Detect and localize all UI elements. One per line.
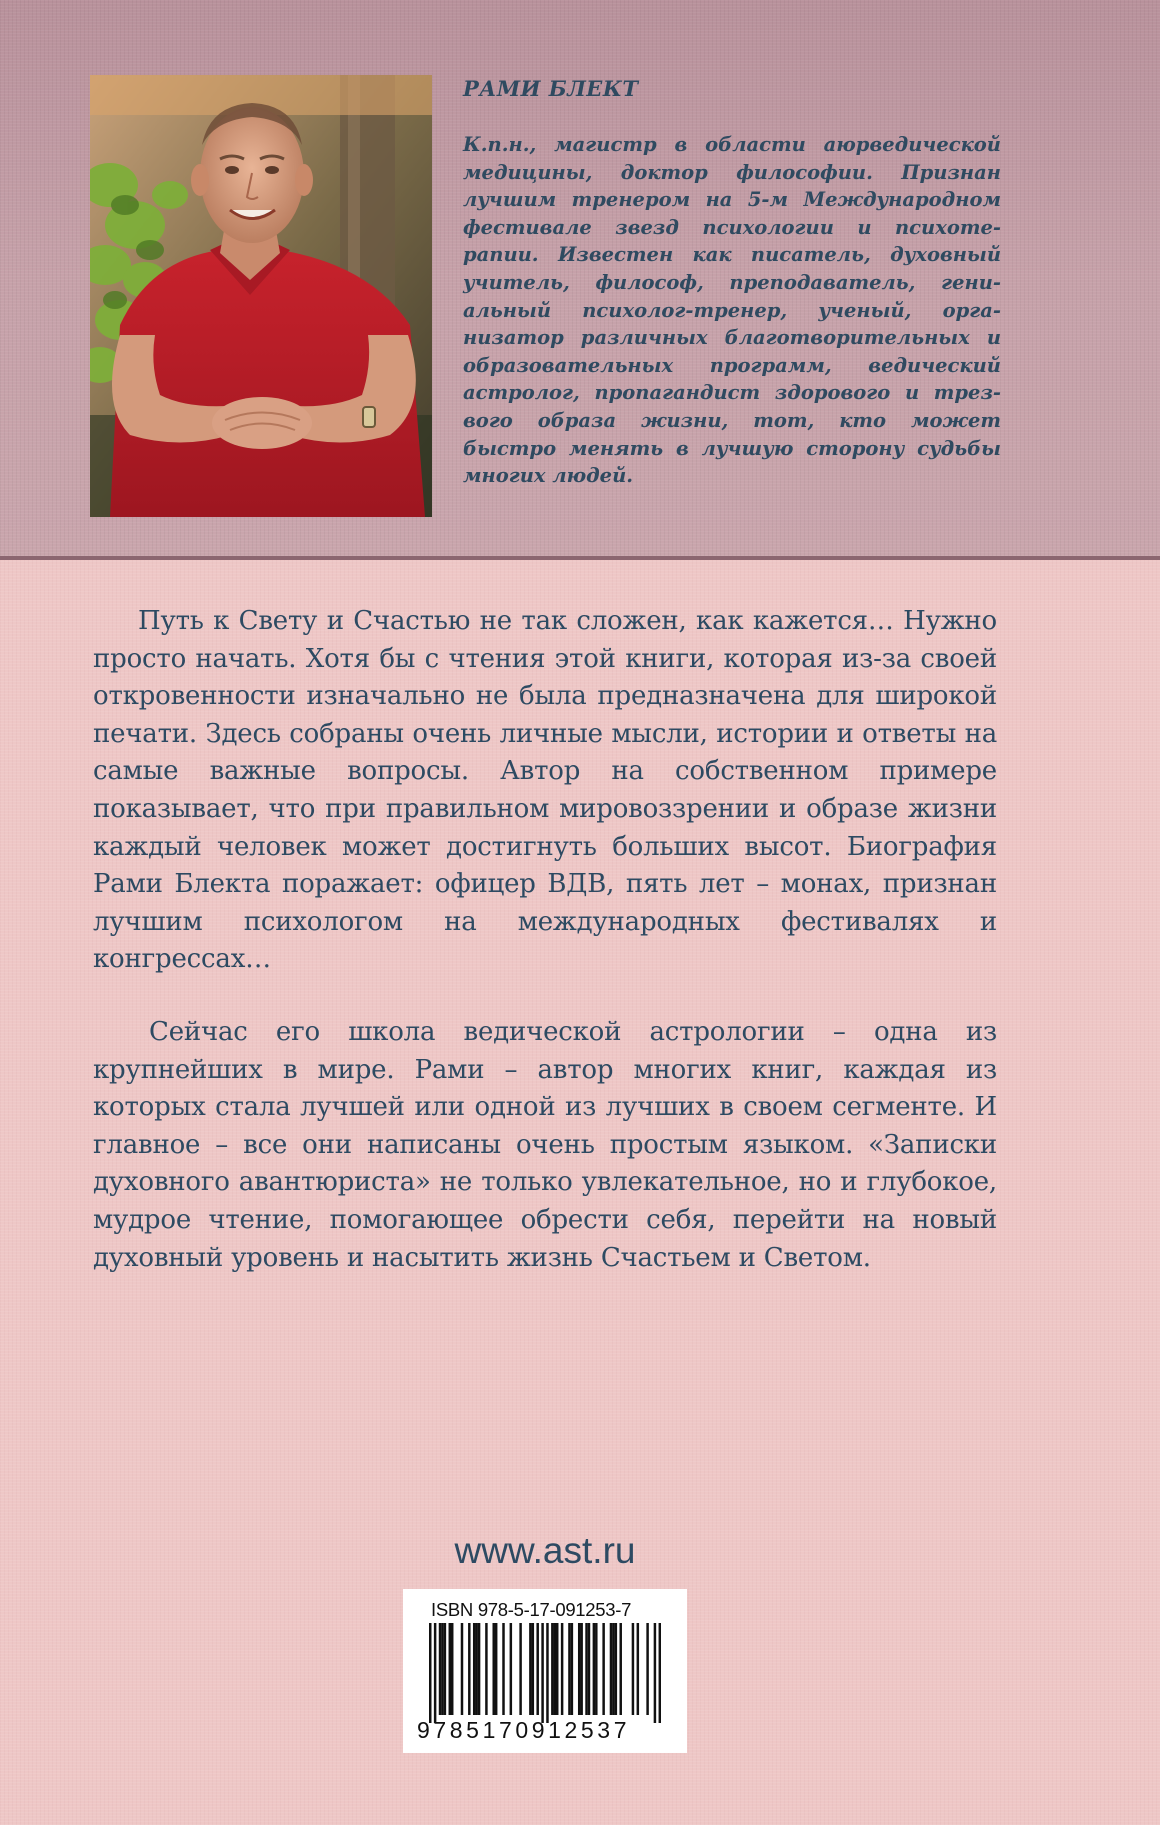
barcode-bar-37 bbox=[612, 1623, 614, 1715]
barcode-bar-8 bbox=[468, 1623, 470, 1715]
barcode-bar-24 bbox=[554, 1623, 556, 1715]
barcode-bar-22 bbox=[546, 1623, 548, 1723]
isbn-label: ISBN 978-5-17-091253-7 bbox=[431, 1599, 632, 1620]
barcode-bar-13 bbox=[492, 1623, 494, 1715]
barcode-bar-17 bbox=[519, 1623, 521, 1715]
barcode-bar-19 bbox=[532, 1623, 534, 1715]
barcode-bar-31 bbox=[585, 1623, 587, 1715]
barcode-digits: 9785170912537 bbox=[417, 1717, 631, 1743]
publisher-website-text[interactable]: www.ast.ru bbox=[454, 1530, 636, 1571]
barcode-bar-16 bbox=[510, 1623, 512, 1715]
barcode-bar-43 bbox=[654, 1623, 656, 1723]
barcode-bar-0 bbox=[429, 1623, 431, 1723]
barcode-bar-34 bbox=[595, 1623, 597, 1715]
barcode-bar-2 bbox=[439, 1623, 441, 1715]
barcode-bar-5 bbox=[449, 1623, 451, 1715]
barcode-bar-36 bbox=[610, 1623, 612, 1715]
barcode-bar-23 bbox=[551, 1623, 553, 1715]
barcode-bar-39 bbox=[619, 1623, 621, 1715]
barcode-bar-41 bbox=[637, 1623, 639, 1715]
barcode-bar-33 bbox=[593, 1623, 595, 1715]
author-bio: К.п.н., магистр в области аюрведической медицины, доктор философии. Признан лучшим тренером на 5-м Международном фестивале звезд психологии и психотерапии. Известен как писатель, духовный учитель, философ, преподаватель, гениальный психолог-тренер, ученый, организатор различных благотворительных и образовательных программ, ведический астролог, пропагандист здорового и трезвого образа жизни, тот, кто может быстро менять в лучшую сторону судьбы многих людей. bbox=[463, 133, 1001, 488]
publisher-website[interactable] bbox=[0, 1530, 1090, 1572]
barcode-bar-12 bbox=[485, 1623, 487, 1715]
barcode-bar-14 bbox=[495, 1623, 497, 1715]
barcode-bar-9 bbox=[473, 1623, 475, 1715]
barcode-bar-28 bbox=[571, 1623, 573, 1715]
barcode-bar-27 bbox=[568, 1623, 570, 1715]
barcode-bar-11 bbox=[478, 1623, 480, 1715]
barcode-bar-4 bbox=[444, 1623, 446, 1715]
description-paragraph-1: Путь к Свету и Счастью не так сложен, как кажется… Нужно просто начать. Хотя бы с чтения этой книги, которая из-за своей откровенности изначально не была предназначена для широкой печати. Здесь собраны очень личные мысли, истории и ответы на самые важные вопросы. Автор на собственном примере показывает, что при правильном мировоззрении и образе жизни каждый человек может достигнуть больших высот. Биография Рами Блекта поражает: офицер ВДВ, пять лет – монах, признан лучшим психологом на международных фестивалях и конгрессах… bbox=[93, 606, 997, 975]
barcode-bar-30 bbox=[580, 1623, 582, 1715]
barcode-bar-20 bbox=[536, 1623, 538, 1715]
isbn-barcode-block bbox=[403, 1589, 687, 1753]
description-paragraph-2: Сейчас его школа ведической астрологии – одна из крупнейших в мире. Рами – автор многих книг, каждая из которых стала лучшей или одной из лучших в своем сегменте. И главное – все они написаны очень простым языком. «Записки духовного авантюриста» не только увлекательное, но и глубокое, мудрое чтение, помогающее обрести себя, перейти на новый духовный уровень и насытить жизнь Счастьем и Светом. bbox=[93, 1017, 997, 1273]
barcode-bar-38 bbox=[615, 1623, 617, 1715]
barcode-bar-7 bbox=[461, 1623, 463, 1715]
barcode-bar-29 bbox=[578, 1623, 580, 1715]
barcode-bar-10 bbox=[475, 1623, 477, 1715]
barcode-bar-21 bbox=[541, 1623, 543, 1723]
barcode-bar-35 bbox=[602, 1623, 604, 1715]
barcode-bars bbox=[429, 1623, 661, 1723]
barcode-bar-40 bbox=[632, 1623, 634, 1715]
barcode-bar-42 bbox=[646, 1623, 648, 1715]
author-name: РАМИ БЛЕКТ bbox=[463, 76, 639, 101]
author-photo bbox=[90, 75, 432, 517]
barcode-bar-25 bbox=[556, 1623, 558, 1715]
barcode-bar-18 bbox=[529, 1623, 531, 1715]
barcode-bar-26 bbox=[561, 1623, 563, 1715]
barcode-bar-1 bbox=[434, 1623, 436, 1723]
barcode-bar-15 bbox=[502, 1623, 504, 1715]
barcode-bar-3 bbox=[441, 1623, 443, 1715]
barcode-bar-32 bbox=[588, 1623, 590, 1715]
barcode-bar-6 bbox=[451, 1623, 453, 1715]
barcode-bar-44 bbox=[659, 1623, 661, 1723]
